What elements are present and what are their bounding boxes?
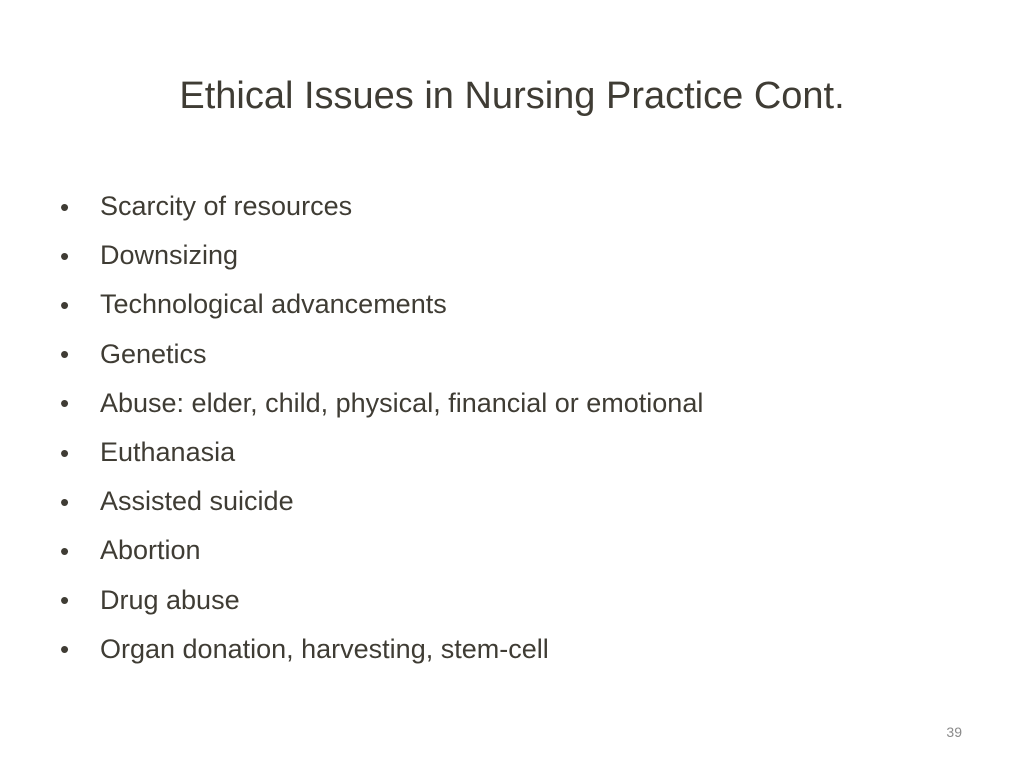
bullet-icon: • bbox=[60, 585, 70, 616]
list-item bbox=[60, 280, 960, 329]
list-item bbox=[60, 576, 960, 625]
bullet-icon: • bbox=[60, 339, 70, 370]
list-item bbox=[60, 526, 960, 575]
bullet-icon: • bbox=[60, 240, 70, 271]
bullet-icon: • bbox=[60, 191, 70, 222]
list-item bbox=[60, 625, 960, 674]
list-item bbox=[60, 231, 960, 280]
list-item-text: Abortion bbox=[100, 535, 201, 566]
list-item-text: Genetics bbox=[100, 338, 207, 369]
bullet-icon: • bbox=[60, 634, 70, 665]
list-item-text: Drug abuse bbox=[100, 584, 240, 615]
bullet-icon: • bbox=[60, 486, 70, 517]
list-item-text: Scarcity of resources bbox=[100, 191, 353, 222]
bullet-icon: • bbox=[60, 535, 70, 566]
list-item-text: Assisted suicide bbox=[100, 486, 294, 517]
slide-title: Ethical Issues in Nursing Practice Cont. bbox=[179, 75, 845, 117]
list-item bbox=[60, 330, 960, 379]
bullet-list bbox=[60, 182, 960, 674]
list-item-text: Organ donation, harvesting, stem-cell bbox=[100, 633, 549, 664]
bullet-icon: • bbox=[60, 388, 70, 419]
list-item bbox=[60, 428, 960, 477]
bullet-icon: • bbox=[60, 437, 70, 468]
list-item-text: Downsizing bbox=[100, 240, 239, 271]
list-item bbox=[60, 379, 960, 428]
list-item-text: Euthanasia bbox=[100, 437, 236, 468]
slide-number: 39 bbox=[946, 724, 962, 740]
list-item-text: Technological advancements bbox=[100, 289, 447, 320]
bullet-icon: • bbox=[60, 289, 70, 320]
list-item-text: Abuse: elder, child, physical, financial or emotional bbox=[100, 387, 704, 418]
list-item bbox=[60, 477, 960, 526]
list-item bbox=[60, 182, 960, 231]
